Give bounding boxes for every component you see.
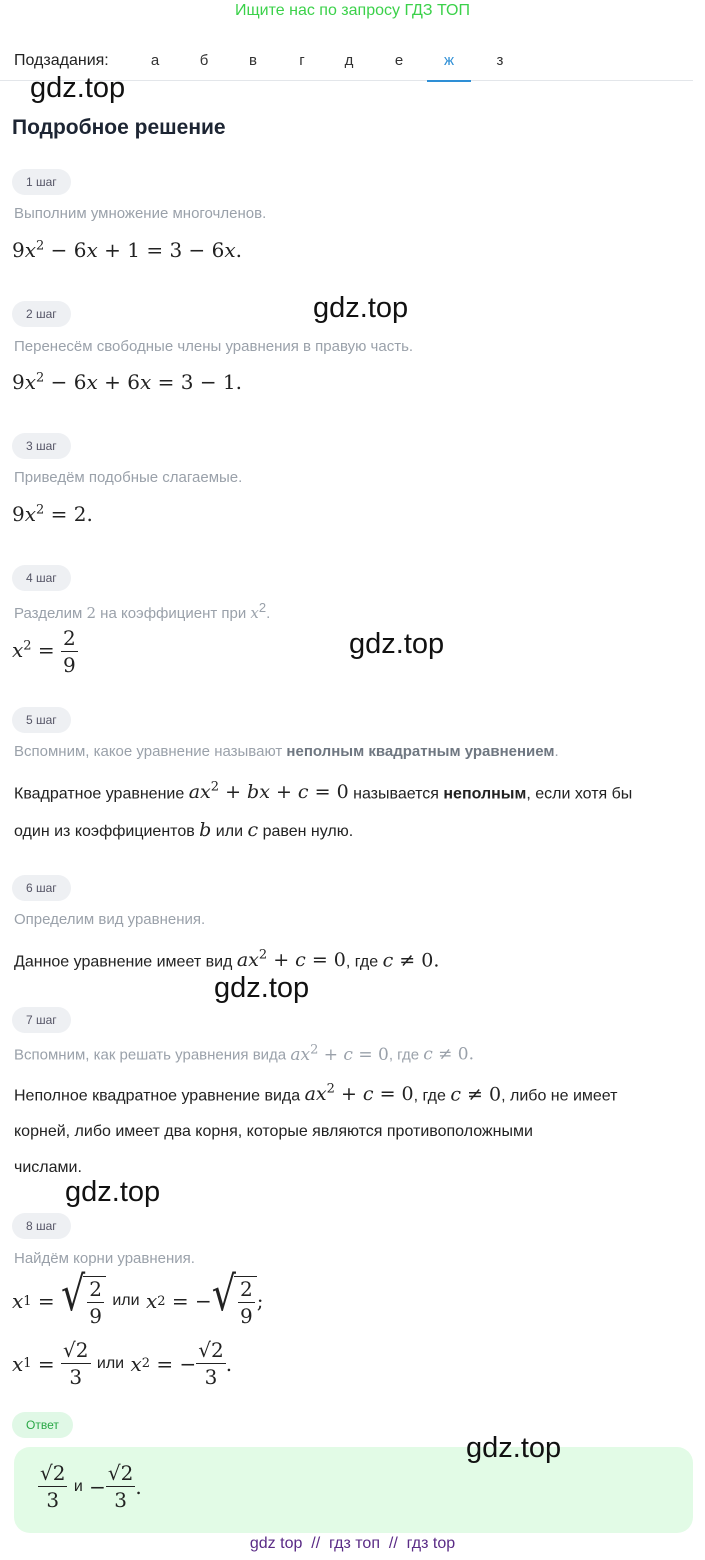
step-hint: Определим вид уравнения. [14,911,206,928]
step-badge: 8 шаг [12,1213,71,1239]
promo-banner[interactable]: Ищите нас по запросу ГДЗ ТОП [235,2,470,19]
step-badge: 5 шаг [12,707,71,733]
answer-box [14,1447,693,1533]
step-equation: $9x^2 = 2$. [12,502,93,526]
tab-a[interactable]: а [150,52,160,69]
page-title: Подробное решение [12,116,226,139]
answer-badge: Ответ [12,1412,73,1438]
watermark: gdz.top [466,1432,562,1464]
watermark: gdz.top [349,628,445,660]
step-badge: 7 шаг [12,1007,71,1033]
step-badge: 3 шаг [12,433,71,459]
watermark: gdz.top [214,972,310,1004]
watermark: gdz.top [313,292,409,324]
step-hint: Вспомним, как решать уравнения вида $ax^2 + c = 0$, где c ≠ 0. [14,1042,475,1065]
step-hint: Разделим 2 на коэффициент при $x^2$. [14,600,271,622]
subtask-label: Подзадания: [14,52,109,69]
step-badge: 4 шаг [12,565,71,591]
tab-e[interactable]: е [394,52,404,69]
tab-v[interactable]: в [249,52,257,69]
tab-b[interactable]: б [199,52,209,69]
tab-d[interactable]: д [344,52,354,69]
step-explanation: Неполное квадратное уравнение вида $ax^2 + c = 0$, где c ≠ 0, либо не имеет корней, либо имеет два корня, которые являются противоположными числами. [14,1082,618,1177]
tab-z[interactable]: з [496,52,504,69]
step-equation: x 1 = √ $\frac{2}{9}$ или x 2 = − √ $\frac{2}{9}$ ; [12,1266,264,1328]
step-equation: $x^2$ = $\frac{2}{9}$ [12,626,76,677]
watermark: gdz.top [30,72,126,104]
step-equation: x 1 = $\frac{√2}{3}$ или x 2 = − $\frac{√2}{3}$ . [12,1338,233,1389]
tab-zh[interactable]: ж [427,52,471,69]
step-equation: $9x^2 - 6x + 6x = 3 - 1$. [12,370,243,394]
step-explanation: Данное уравнение имеет вид $ax^2 + c = 0$, где c ≠ 0. [14,948,440,972]
step-hint: Выполним умножение многочленов. [14,205,267,222]
tab-g[interactable]: г [299,52,305,69]
step-equation: $9x^2 - 6x + 1 = 3 - 6x$. [12,238,243,262]
step-explanation: Квадратное уравнение $ax^2$ + bx + c = 0 называется неполным, если хотя бы один из коэффициентов b или c равен нулю. [14,780,633,842]
footer-links[interactable]: gdz top // гдз топ // гдз top [249,1535,456,1552]
step-hint: Найдём корни уравнения. [14,1250,195,1267]
step-hint: Приведём подобные слагаемые. [14,469,243,486]
answer-equation: $\frac{√2}{3}$ и − $\frac{√2}{3}$ . [40,1461,142,1512]
step-badge: 1 шаг [12,169,71,195]
step-hint: Перенесём свободные члены уравнения в правую часть. [14,338,414,355]
step-hint: Вспомним, какое уравнение называют неполным квадратным уравнением. [14,743,559,760]
step-badge: 2 шаг [12,301,71,327]
watermark: gdz.top [65,1176,161,1208]
step-badge: 6 шаг [12,875,71,901]
